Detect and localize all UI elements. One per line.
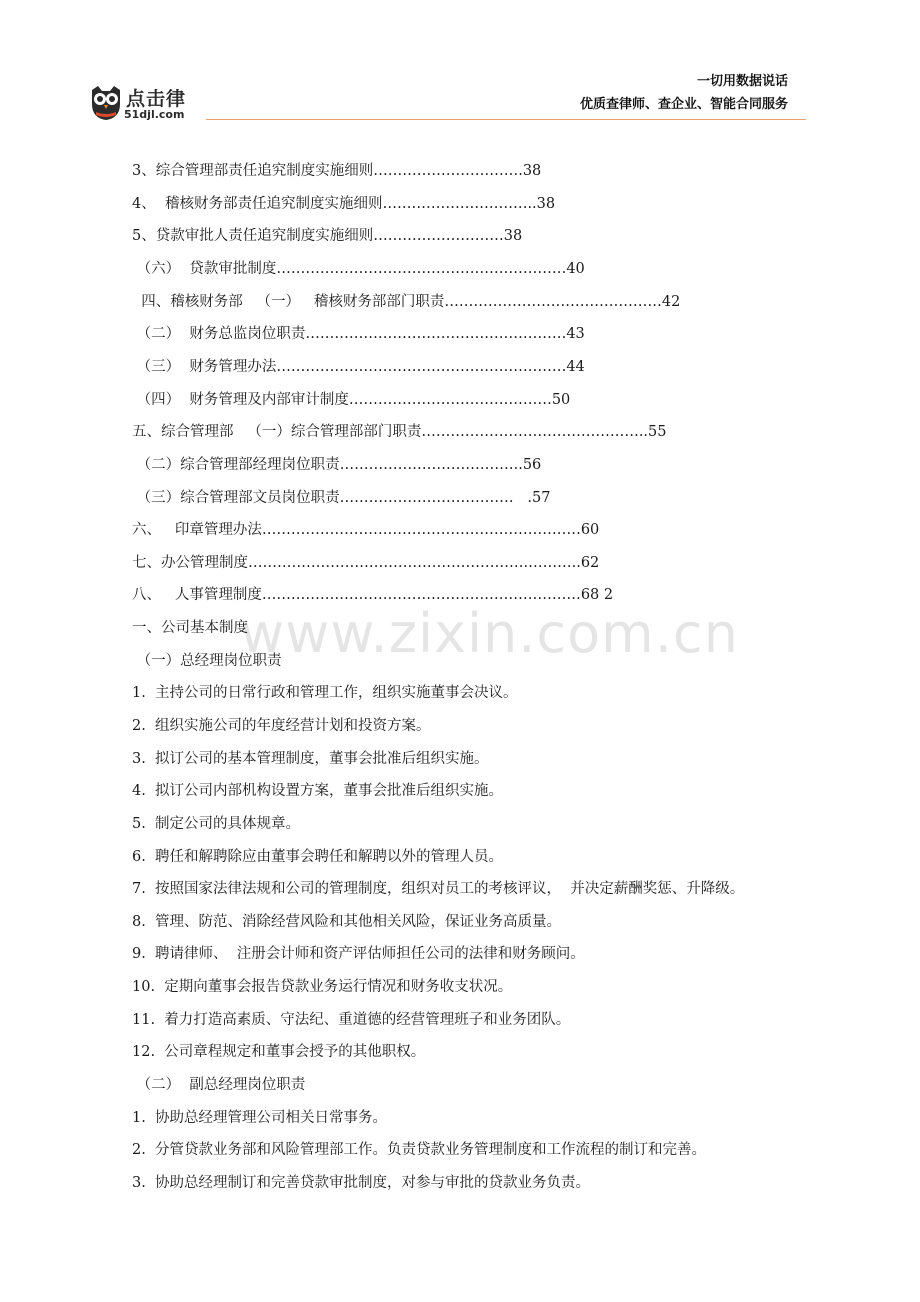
list-item: 11. 着力打造高素质、守法纪、重道德的经营管理班子和业务团队。 xyxy=(132,1012,571,1028)
toc-line: 3、综合管理部责任追究制度实施细则………………………….38 xyxy=(132,163,542,179)
toc-line: （二）综合管理部经理岗位职责………………………………..56 xyxy=(132,457,542,473)
section-heading: 一、公司基本制度 xyxy=(132,620,248,636)
header-slogan: 一切用数据说话 xyxy=(696,74,788,89)
list-item: 9. 聘请律师、 注册会计师和资产评估师担任公司的法律和财务顾问。 xyxy=(132,946,585,962)
brand-name: 点击律 xyxy=(126,88,187,110)
brand-url[interactable]: 51djl.com xyxy=(124,108,185,121)
toc-line: 5、贷款审批人责任追究制度实施细则………………………38 xyxy=(132,228,523,244)
list-item: 12. 公司章程规定和董事会授予的其他职权。 xyxy=(132,1044,426,1060)
list-item: 5. 制定公司的具体规章。 xyxy=(132,816,301,832)
toc-line: （六） 贷款审批制度……………………………………………………40 xyxy=(132,261,585,277)
toc-line: 4、 稽核财务部责任追究制度实施细则…………………………..38 xyxy=(132,196,556,212)
list-item: 1. 协助总经理管理公司相关日常事务。 xyxy=(132,1110,388,1126)
list-item: 8. 管理、防范、消除经营风险和其他相关风险，保证业务高质量。 xyxy=(132,914,562,930)
list-item: 1. 主持公司的日常行政和管理工作，组织实施董事会决议。 xyxy=(132,685,518,701)
owl-logo-icon xyxy=(86,82,126,122)
toc-line: 五、综合管理部 （一）综合管理部部门职责………………………………………..55 xyxy=(132,424,667,440)
watermark: www.zixin.com.cn xyxy=(240,602,739,665)
toc-line: （四） 财务管理及内部审计制度……………………………………50 xyxy=(132,392,571,408)
header-services: 优质查律师、查企业、智能合同服务 xyxy=(579,97,788,112)
toc-line: 四、稽核财务部 （一） 稽核财务部部门职责………………………………………42 xyxy=(132,294,681,310)
list-item: 6. 聘任和解聘除应由董事会聘任和解聘以外的管理人员。 xyxy=(132,849,504,865)
subsection-heading: （二） 副总经理岗位职责 xyxy=(132,1077,306,1093)
list-item: 4. 拟订公司内部机构设置方案，董事会批准后组织实施。 xyxy=(132,783,504,799)
brand-logo[interactable] xyxy=(86,82,206,124)
toc-line: 六、 印章管理办法…………………………………………………………60 xyxy=(132,522,600,538)
toc-line: （二） 财务总监岗位职责………………………………………………43 xyxy=(132,326,585,342)
page-header xyxy=(0,0,920,130)
toc-line: （三） 财务管理办法……………………………………………………44 xyxy=(132,359,585,375)
list-item: 10. 定期向董事会报告贷款业务运行情况和财务收支状况。 xyxy=(132,979,513,995)
list-item: 2. 组织实施公司的年度经营计划和投资方案。 xyxy=(132,718,431,734)
list-item: 3. 协助总经理制订和完善贷款审批制度，对参与审批的贷款业务负责。 xyxy=(132,1175,591,1191)
toc-line: 七、办公管理制度………………………………………………….………..62 xyxy=(132,555,600,571)
header-divider xyxy=(206,119,806,120)
toc-line: 八、 人事管理制度…………………………………………………………68 2 xyxy=(132,587,614,603)
list-item: 3. 拟订公司的基本管理制度，董事会批准后组织实施。 xyxy=(132,751,489,767)
list-item: 7. 按照国家法律法规和公司的管理制度，组织对员工的考核评议， 并决定薪酬奖惩、升降级。 xyxy=(132,881,745,897)
list-item: 2. 分管贷款业务部和风险管理部工作。负责贷款业务管理制度和工作流程的制订和完善。 xyxy=(132,1142,707,1158)
subsection-heading: （一）总经理岗位职责 xyxy=(132,653,282,669)
toc-line: （三）综合管理部文员岗位职责……………………………… .57 xyxy=(132,490,551,506)
